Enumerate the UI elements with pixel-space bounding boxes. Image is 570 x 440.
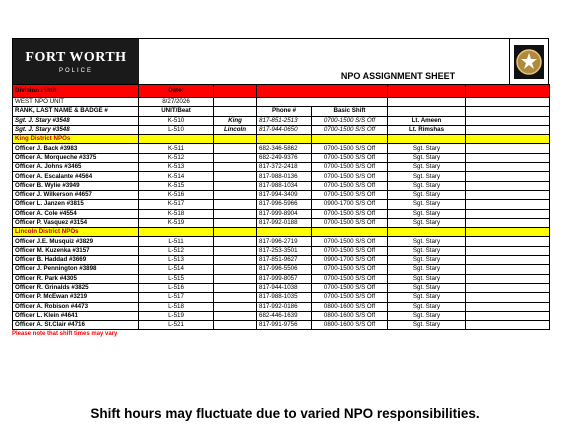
empty-cell bbox=[466, 163, 550, 172]
basic-shift: 0900-1700 S/S Off bbox=[312, 256, 388, 265]
header-phone: Phone # bbox=[257, 107, 312, 116]
unit-beat: L-510 bbox=[139, 125, 214, 134]
sergeant-row bbox=[13, 125, 550, 134]
sheet-header bbox=[12, 38, 549, 84]
basic-shift: 0700-1500 S/S Off bbox=[312, 116, 388, 125]
officer-row bbox=[13, 321, 550, 330]
officer-name: Officer L. Klein #4641 bbox=[13, 311, 139, 320]
sergeant: Sgt. Stary bbox=[388, 283, 466, 292]
lincoln-rows bbox=[13, 237, 550, 330]
phone-number: 817-999-8904 bbox=[257, 209, 312, 218]
unit-beat: L-513 bbox=[139, 256, 214, 265]
officer-name: Officer P. Vasquez #3154 bbox=[13, 218, 139, 227]
officer-row bbox=[13, 302, 550, 311]
unit-beat: K-516 bbox=[139, 190, 214, 199]
empty-cell bbox=[214, 293, 257, 302]
basic-shift: 0700-1500 S/S Off bbox=[312, 209, 388, 218]
officer-name: Officer J. Back #3983 bbox=[13, 144, 139, 153]
empty-cell bbox=[466, 265, 550, 274]
phone-number: 817-992-0186 bbox=[257, 302, 312, 311]
empty-cell bbox=[214, 274, 257, 283]
sergeant: Sgt. Stary bbox=[388, 163, 466, 172]
empty-cell bbox=[466, 125, 550, 134]
empty-cell bbox=[214, 209, 257, 218]
phone-number: 682-346-5862 bbox=[257, 144, 312, 153]
officer-row bbox=[13, 237, 550, 246]
basic-shift: 0700-1500 S/S Off bbox=[312, 125, 388, 134]
officer-row bbox=[13, 181, 550, 190]
phone-number: 817-996-5966 bbox=[257, 200, 312, 209]
lincoln-section-row bbox=[13, 228, 550, 237]
phone-number: 817-988-1034 bbox=[257, 181, 312, 190]
division-header-row bbox=[13, 85, 550, 98]
officer-name: Officer A. Morqueche #3375 bbox=[13, 153, 139, 162]
officer-row bbox=[13, 153, 550, 162]
officer-row bbox=[13, 209, 550, 218]
assignment-sheet bbox=[12, 38, 549, 337]
king-section-label: King District NPOs bbox=[13, 135, 139, 144]
officer-name: Officer B. Wylie #3949 bbox=[13, 181, 139, 190]
empty-cell bbox=[466, 200, 550, 209]
unit-beat: K-517 bbox=[139, 200, 214, 209]
sergeant: Sgt. Stary bbox=[388, 181, 466, 190]
phone-number: 817-996-2719 bbox=[257, 237, 312, 246]
empty-cell bbox=[466, 144, 550, 153]
sergeant: Sgt. Stary bbox=[388, 153, 466, 162]
unit-beat: L-514 bbox=[139, 265, 214, 274]
unit-beat: L-517 bbox=[139, 293, 214, 302]
unit-beat: L-519 bbox=[139, 311, 214, 320]
sergeant: Sgt. Stary bbox=[388, 209, 466, 218]
basic-shift: 0900-1700 S/S Off bbox=[312, 200, 388, 209]
phone-number: 817-944-1038 bbox=[257, 283, 312, 292]
officer-name: Sgt. J. Stary #3548 bbox=[13, 125, 139, 134]
phone-number: 682-446-1639 bbox=[257, 311, 312, 320]
column-header-row bbox=[13, 107, 550, 116]
basic-shift: 0700-1500 S/S Off bbox=[312, 163, 388, 172]
header-shift: Basic Shift bbox=[312, 107, 388, 116]
empty-cell bbox=[466, 321, 550, 330]
sergeant: Sgt. Stary bbox=[388, 144, 466, 153]
phone-number: 817-994-3409 bbox=[257, 190, 312, 199]
logo-sub-text: POLICE bbox=[58, 67, 93, 74]
empty-cell bbox=[214, 246, 257, 255]
officer-row bbox=[13, 144, 550, 153]
empty-cell bbox=[214, 172, 257, 181]
phone-number: 817-999-8057 bbox=[257, 274, 312, 283]
empty-cell bbox=[466, 237, 550, 246]
officer-row bbox=[13, 265, 550, 274]
unit-beat: K-519 bbox=[139, 218, 214, 227]
basic-shift: 0800-1600 S/S Off bbox=[312, 302, 388, 311]
basic-shift: 0700-1500 S/S Off bbox=[312, 265, 388, 274]
district: Lincoln bbox=[214, 125, 257, 134]
sergeant: Sgt. Stary bbox=[388, 311, 466, 320]
unit-beat: L-511 bbox=[139, 237, 214, 246]
district: King bbox=[214, 116, 257, 125]
sergeant: Sgt. Stary bbox=[388, 274, 466, 283]
date-value: 8/27/2026 bbox=[139, 98, 214, 107]
unit-beat: K-510 bbox=[139, 116, 214, 125]
empty-cell bbox=[466, 256, 550, 265]
unit-beat: K-511 bbox=[139, 144, 214, 153]
empty-cell bbox=[466, 311, 550, 320]
unit-value: WEST NPO UNIT bbox=[13, 98, 139, 107]
officer-name: Sgt. J. Stary #3548 bbox=[13, 116, 139, 125]
king-rows bbox=[13, 144, 550, 228]
sergeant: Sgt. Stary bbox=[388, 265, 466, 274]
phone-number: 817-996-5506 bbox=[257, 265, 312, 274]
officer-name: Officer P. McEwan #3219 bbox=[13, 293, 139, 302]
empty-cell bbox=[466, 246, 550, 255]
empty-cell bbox=[466, 172, 550, 181]
officer-row bbox=[13, 172, 550, 181]
basic-shift: 0700-1500 S/S Off bbox=[312, 293, 388, 302]
footer-message: Shift hours may fluctuate due to varied NPO responsibilities. bbox=[90, 406, 480, 421]
empty-cell bbox=[214, 200, 257, 209]
basic-shift: 0700-1500 S/S Off bbox=[312, 274, 388, 283]
officer-name: Officer L. Janzen #3815 bbox=[13, 200, 139, 209]
unit-beat: L-512 bbox=[139, 246, 214, 255]
empty-cell bbox=[214, 163, 257, 172]
sergeant: Sgt. Stary bbox=[388, 172, 466, 181]
unit-row bbox=[13, 98, 550, 107]
police-badge-icon bbox=[509, 39, 548, 84]
basic-shift: 0700-1500 S/S Off bbox=[312, 283, 388, 292]
basic-shift: 0700-1500 S/S Off bbox=[312, 237, 388, 246]
phone-number: 817-988-1035 bbox=[257, 293, 312, 302]
lincoln-section-label: Lincoln District NPOs bbox=[13, 228, 139, 237]
phone-number: 682-249-9376 bbox=[257, 153, 312, 162]
empty-cell bbox=[214, 283, 257, 292]
empty-cell bbox=[466, 209, 550, 218]
basic-shift: 0800-1600 S/S Off bbox=[312, 321, 388, 330]
empty-cell bbox=[466, 302, 550, 311]
unit-beat: K-518 bbox=[139, 209, 214, 218]
logo-main-text: FORT WORTH bbox=[25, 49, 127, 65]
officer-name: Officer R. Grinalds #3825 bbox=[13, 283, 139, 292]
phone-number: 817-851-9627 bbox=[257, 256, 312, 265]
empty-cell bbox=[214, 181, 257, 190]
sergeant: Sgt. Stary bbox=[388, 256, 466, 265]
fort-worth-police-logo bbox=[13, 39, 139, 84]
sergeant: Sgt. Stary bbox=[388, 321, 466, 330]
officer-name: Officer B. Haddad #3669 bbox=[13, 256, 139, 265]
unit-beat: K-513 bbox=[139, 163, 214, 172]
basic-shift: 0700-1500 S/S Off bbox=[312, 144, 388, 153]
empty-cell bbox=[466, 181, 550, 190]
unit-beat: L-518 bbox=[139, 302, 214, 311]
officer-row bbox=[13, 200, 550, 209]
basic-shift: 0700-1500 S/S Off bbox=[312, 181, 388, 190]
officer-row bbox=[13, 293, 550, 302]
basic-shift: 0800-1600 S/S Off bbox=[312, 311, 388, 320]
empty-cell bbox=[214, 265, 257, 274]
officer-row bbox=[13, 311, 550, 320]
empty-cell bbox=[466, 274, 550, 283]
officer-name: Officer J.E. Musquiz #3829 bbox=[13, 237, 139, 246]
basic-shift: 0700-1500 S/S Off bbox=[312, 153, 388, 162]
phone-number: 817-944-0650 bbox=[257, 125, 312, 134]
officer-row bbox=[13, 190, 550, 199]
officer-name: Officer R. Park #4305 bbox=[13, 274, 139, 283]
sergeant: Sgt. Stary bbox=[388, 218, 466, 227]
empty-cell bbox=[214, 311, 257, 320]
officer-row bbox=[13, 218, 550, 227]
shift-note: Please note that shift times may vary bbox=[12, 331, 118, 338]
phone-number: 817-253-3501 bbox=[257, 246, 312, 255]
empty-cell bbox=[466, 293, 550, 302]
sergeant: Sgt. Stary bbox=[388, 190, 466, 199]
basic-shift: 0700-1500 S/S Off bbox=[312, 172, 388, 181]
date-label: Date: bbox=[139, 85, 214, 98]
empty-cell bbox=[214, 144, 257, 153]
sergeant: Sgt. Stary bbox=[388, 293, 466, 302]
officer-row bbox=[13, 256, 550, 265]
phone-number: 817-851-2513 bbox=[257, 116, 312, 125]
officer-row bbox=[13, 163, 550, 172]
officer-name: Officer J. Pennington #3898 bbox=[13, 265, 139, 274]
officer-name: Officer A. St.Clair #4716 bbox=[13, 321, 139, 330]
empty-cell bbox=[466, 153, 550, 162]
header-unit: UNIT/Beat bbox=[139, 107, 214, 116]
lieutenant: Lt. Rimshas bbox=[388, 125, 466, 134]
king-section-row bbox=[13, 135, 550, 144]
phone-number: 817-988-0136 bbox=[257, 172, 312, 181]
officer-row bbox=[13, 283, 550, 292]
assignment-table bbox=[12, 84, 550, 330]
empty-cell bbox=[214, 256, 257, 265]
empty-cell bbox=[466, 218, 550, 227]
basic-shift: 0700-1500 S/S Off bbox=[312, 246, 388, 255]
sergeant: Sgt. Stary bbox=[388, 200, 466, 209]
phone-number: 817-372-2418 bbox=[257, 163, 312, 172]
empty-cell bbox=[214, 190, 257, 199]
unit-beat: K-514 bbox=[139, 172, 214, 181]
empty-cell bbox=[214, 237, 257, 246]
sergeant-rows bbox=[13, 116, 550, 135]
officer-name: Officer A. Escalante #4564 bbox=[13, 172, 139, 181]
officer-row bbox=[13, 246, 550, 255]
officer-row bbox=[13, 274, 550, 283]
sergeant: Sgt. Stary bbox=[388, 302, 466, 311]
phone-number: 817-992-0188 bbox=[257, 218, 312, 227]
empty-cell bbox=[466, 116, 550, 125]
basic-shift: 0700-1500 S/S Off bbox=[312, 218, 388, 227]
empty-cell bbox=[214, 218, 257, 227]
officer-name: Officer J. Wilkerson #4657 bbox=[13, 190, 139, 199]
officer-name: Officer A. Cole #4554 bbox=[13, 209, 139, 218]
empty-cell bbox=[214, 321, 257, 330]
empty-cell bbox=[466, 190, 550, 199]
empty-cell bbox=[466, 283, 550, 292]
sergeant-row bbox=[13, 116, 550, 125]
unit-beat: K-512 bbox=[139, 153, 214, 162]
officer-name: Officer A. Robison #4473 bbox=[13, 302, 139, 311]
empty-cell bbox=[214, 302, 257, 311]
unit-beat: L-515 bbox=[139, 274, 214, 283]
header-rank: RANK, LAST NAME & BADGE # bbox=[13, 107, 139, 116]
unit-beat: L-516 bbox=[139, 283, 214, 292]
sheet-title: NPO ASSIGNMENT SHEET bbox=[340, 71, 456, 81]
sergeant: Sgt. Stary bbox=[388, 246, 466, 255]
sergeant: Sgt. Stary bbox=[388, 237, 466, 246]
officer-name: Officer M. Kuzenka #3157 bbox=[13, 246, 139, 255]
division-label: Division / Unit bbox=[13, 85, 139, 98]
unit-beat: L-521 bbox=[139, 321, 214, 330]
unit-beat: K-515 bbox=[139, 181, 214, 190]
lieutenant: Lt. Ameen bbox=[388, 116, 466, 125]
phone-number: 817-991-9756 bbox=[257, 321, 312, 330]
basic-shift: 0700-1500 S/S Off bbox=[312, 190, 388, 199]
officer-name: Officer A. Johns #3465 bbox=[13, 163, 139, 172]
empty-cell bbox=[214, 153, 257, 162]
